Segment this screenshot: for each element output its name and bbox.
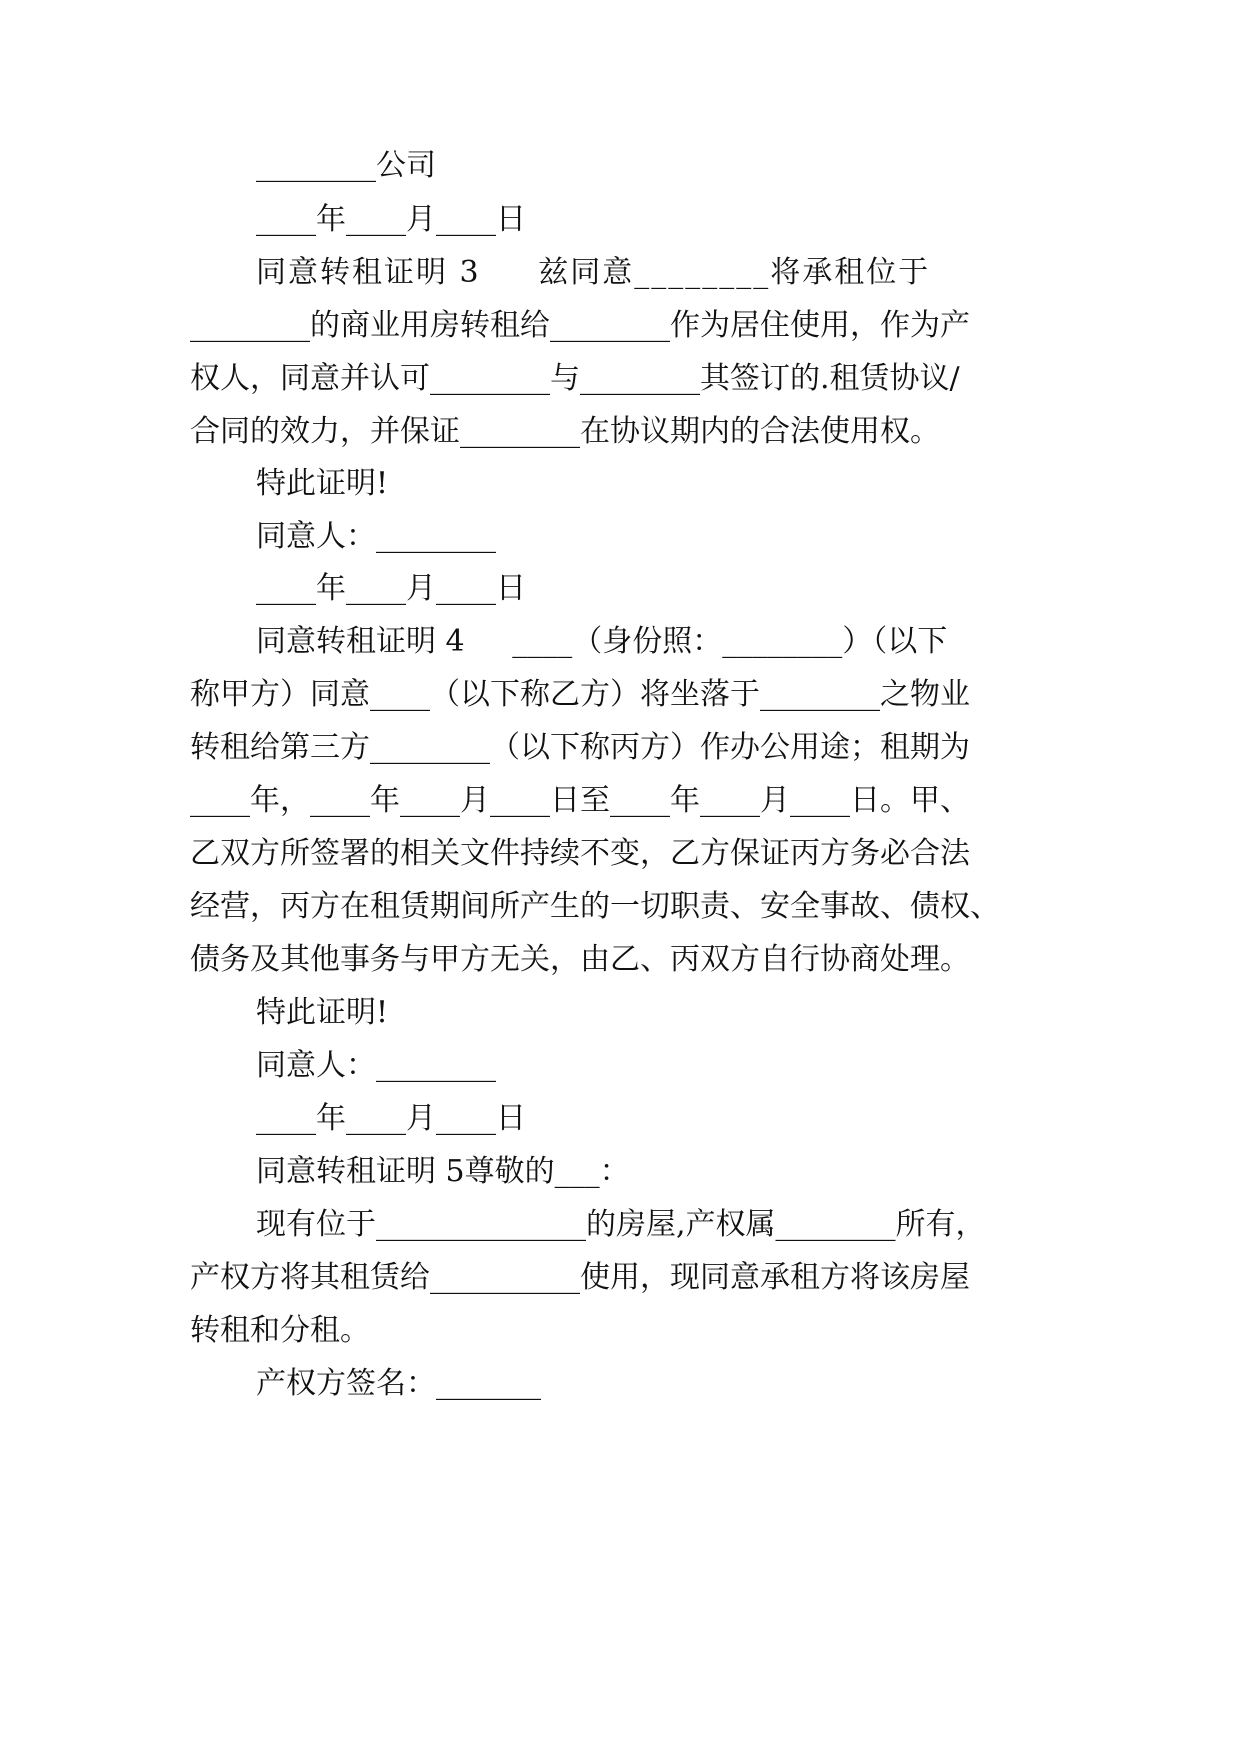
section-3-heading-line: 同意转租证明 3 兹同意________将承租位于 <box>256 255 931 290</box>
section-4-body-line: 称甲方）同意____（以下称乙方）将坐落于________之物业 <box>190 677 970 712</box>
date-line: ____年____月____日 <box>256 1101 526 1136</box>
certification-line: 特此证明! <box>256 995 389 1030</box>
section-5-body-line: 产权方将其租赁给__________使用，现同意承租方将该房屋 <box>190 1260 970 1295</box>
certification-line: 特此证明! <box>256 466 389 501</box>
section-4-body-line: 债务及其他事务与甲方无关，由乙、丙双方自行协商处理。 <box>190 942 970 977</box>
consenting-person-line: 同意人：________ <box>256 519 496 554</box>
section-5-heading-line: 同意转租证明 5尊敬的___： <box>256 1154 630 1189</box>
section-4-body-line: 经营，丙方在租赁期间所产生的一切职责、安全事故、债权、 <box>190 889 1000 924</box>
section-5-body-line: 转租和分租。 <box>190 1313 370 1348</box>
section-4-body-line: ____年，____年____月____日至____年____月____日。甲、 <box>190 783 970 818</box>
section-3-body-line: 合同的效力，并保证________在协议期内的合法使用权。 <box>190 414 940 449</box>
signature-line: 产权方签名：_______ <box>256 1366 541 1401</box>
section-3-body-line: 权人，同意并认可________与________其签订的.租赁协议/ <box>190 361 960 396</box>
section-5-body-line: 现有位于______________的房屋,产权属________所有， <box>256 1207 986 1242</box>
date-line: ____年____月____日 <box>256 571 526 606</box>
consenting-person-line: 同意人：________ <box>256 1048 496 1083</box>
section-3-body-line: ________的商业用房转租给________作为居住使用，作为产 <box>190 308 970 343</box>
section-4-body-line: 乙双方所签署的相关文件持续不变，乙方保证丙方务必合法 <box>190 836 970 871</box>
section-4-heading-line: 同意转租证明 4 ____（身份照：________）（以下 <box>256 624 948 659</box>
section-4-body-line: 转租给第三方________（以下称丙方）作办公用途；租期为 <box>190 730 970 765</box>
company-line: ________公司 <box>256 148 436 183</box>
date-line: ____年____月____日 <box>256 202 526 237</box>
